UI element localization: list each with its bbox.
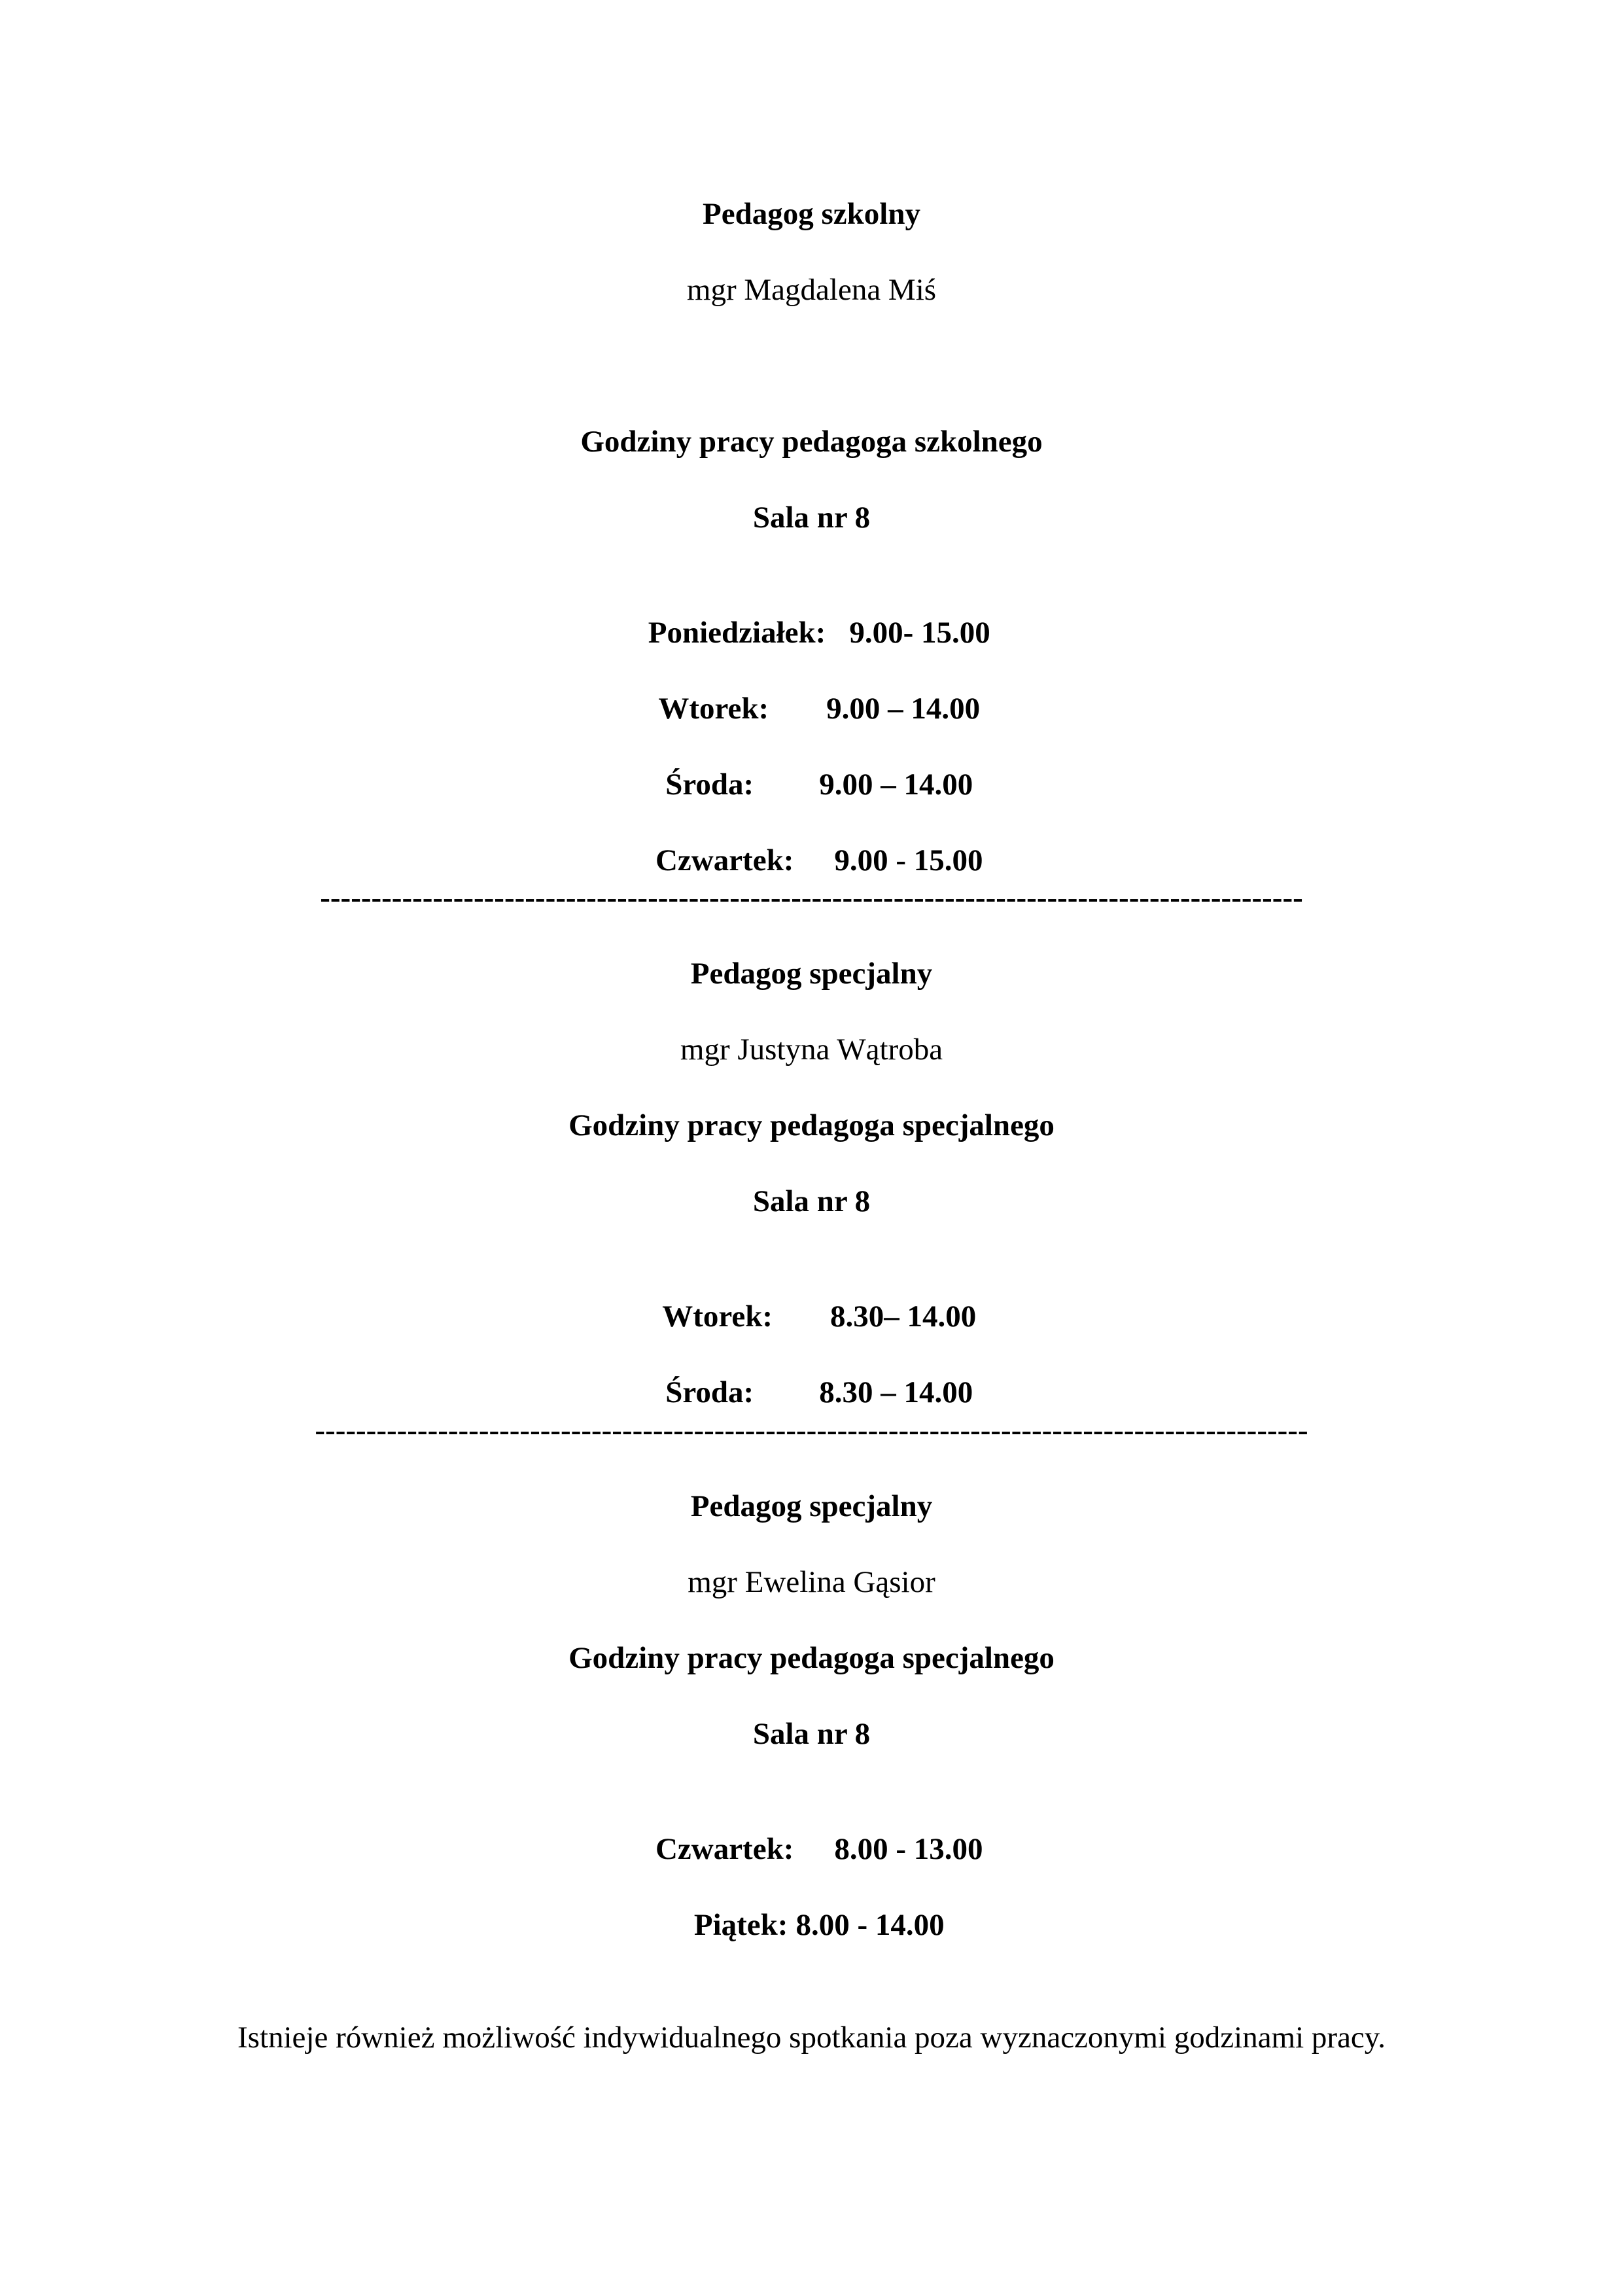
section2-role-heading: Pedagog specjalny [690,957,933,991]
section3-schedule-row-thursday [0,1790,1623,1869]
schedule-day: Środa: [665,768,754,802]
separator-2: ------------------------------------------------------------------------------------------------- [315,1413,1308,1447]
schedule-day: Czwartek: [655,1832,794,1866]
section3-person-name: mgr Ewelina Gąsior [688,1565,935,1599]
section2-schedule-row-tuesday [0,1258,1623,1336]
section1-hours-title: Godziny pracy pedagoga szkolnego [580,425,1043,459]
section1-room: Sala nr 8 [752,501,871,535]
schedule-day: Poniedziałek: [648,616,826,650]
section1-schedule-row-wednesday [0,726,1623,804]
section1-person-name: mgr Magdalena Miś [686,273,937,307]
schedule-day: Piątek: [693,1908,788,1942]
section3-role-heading: Pedagog specjalny [690,1489,933,1523]
schedule-hours: 8.00 - 13.00 [834,1832,983,1866]
section1-schedule-row-monday [0,574,1623,652]
schedule-hours: 9.00 – 14.00 [819,768,973,802]
section2-room: Sala nr 8 [752,1184,871,1218]
separator-1: ------------------------------------------------------------------------------------------------ [320,881,1303,915]
schedule-hours: 8.30– 14.00 [830,1299,977,1333]
schedule-hours: 9.00 - 15.00 [834,843,983,877]
schedule-day: Wtorek: [662,1299,773,1333]
section1-schedule-row-tuesday [0,650,1623,728]
section1-schedule-row-thursday [0,802,1623,880]
schedule-day: Wtorek: [658,692,769,726]
section3-schedule-row-friday [0,1866,1623,1945]
schedule-hours: 9.00 – 14.00 [826,692,981,726]
schedule-hours: 9.00- 15.00 [849,616,990,650]
section2-person-name: mgr Justyna Wątroba [680,1033,943,1067]
schedule-day: Czwartek: [655,843,794,877]
schedule-hours: 8.30 – 14.00 [819,1375,973,1409]
section1-role-heading: Pedagog szkolny [703,197,920,231]
section3-hours-title: Godziny pracy pedagoga specjalnego [568,1641,1055,1675]
section2-hours-title: Godziny pracy pedagoga specjalnego [568,1108,1055,1142]
schedule-hours: 8.00 - 14.00 [795,1908,945,1942]
schedule-day: Środa: [665,1375,754,1409]
footer-note: Istnieje również możliwość indywidualnego spotkania poza wyznaczonymi godzinami pracy. [237,2021,1386,2055]
section2-schedule-row-wednesday [0,1333,1623,1412]
section3-room: Sala nr 8 [752,1717,871,1751]
